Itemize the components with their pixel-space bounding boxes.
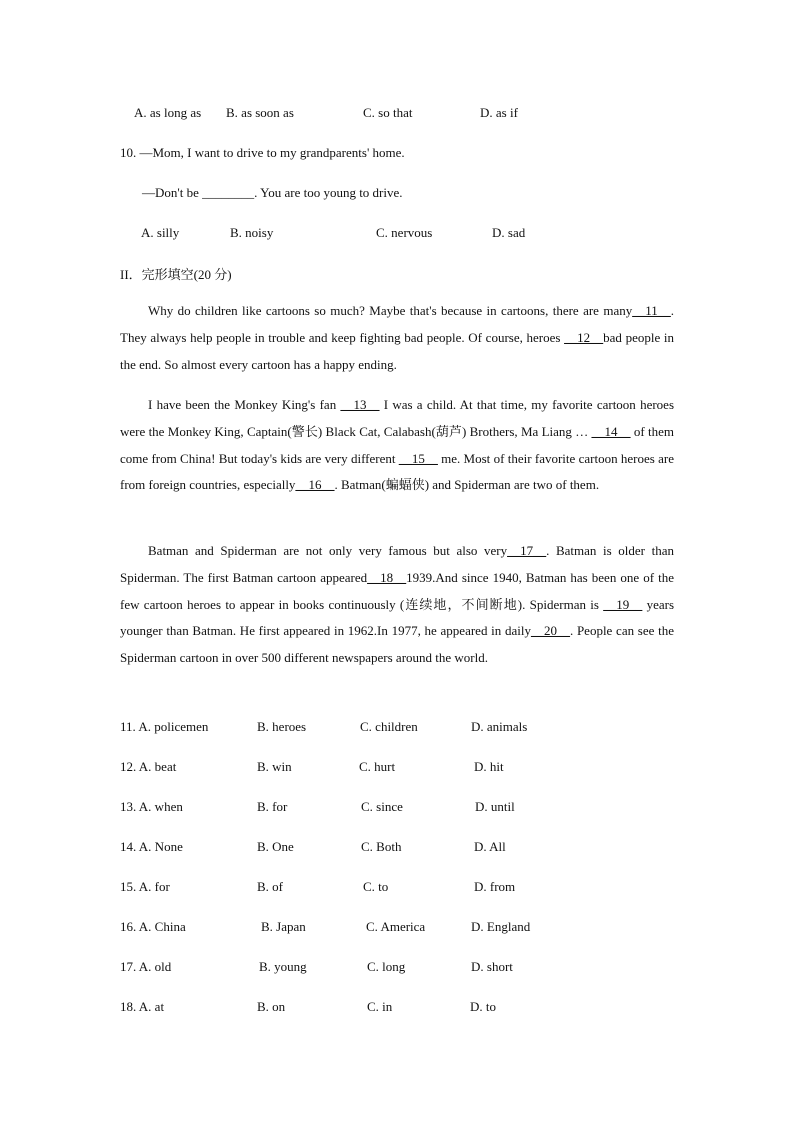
option-c: C. Both: [361, 839, 402, 854]
passage-paragraph-1: Why do children like cartoons so much? Maybe that's because in cartoons, there are many__11__. They always help people in trouble and keep fighting bad people. Of course, heroes __12__bad people in the end. So almost every cartoon has a happy ending.: [120, 303, 674, 372]
option-d: D. All: [474, 839, 506, 854]
q10-option-a: A. silly: [141, 225, 180, 240]
blank-17: __17__: [507, 543, 547, 558]
q10-option-c: C. nervous: [376, 225, 433, 240]
question-number-and-option-a: [120, 799, 183, 815]
q9-option-a: A. as long as: [134, 105, 202, 120]
option-d: D. England: [471, 919, 531, 934]
option-d: D. to: [470, 999, 496, 1014]
question-number-and-option-a: [120, 999, 164, 1015]
question-number: 16.: [120, 919, 137, 934]
option-d: D. until: [475, 799, 515, 814]
blank-12: __12__: [564, 329, 604, 345]
option-c: C. hurt: [359, 759, 396, 774]
option-b: B. on: [257, 999, 286, 1014]
question-number: 17.: [120, 959, 137, 974]
question-number-and-option-a: [120, 719, 208, 735]
option-d: D. hit: [474, 759, 504, 774]
passage-paragraph-2: I have been the Monkey King's fan __13__ I was a child. At that time, my favorite cartoon heroes were the Monkey King, Captain(警长) Black Cat, Calabash(葫芦) Brothers, Ma Liang … __14__ of them come from China! But today's kids are very different __15__ me. Most of their favorite cartoon heroes are from foreign countries, especially__16__. Batman(蝙蝠侠) and Spiderman are two of them.: [120, 397, 674, 493]
question-number-and-option-a: [120, 879, 170, 895]
question-number-and-option-a: [120, 839, 183, 855]
option-d: D. from: [474, 879, 516, 894]
question-number: 14.: [120, 839, 137, 854]
option-c: C. America: [366, 919, 426, 934]
blank-11: __11__: [632, 303, 671, 318]
option-b: B. heroes: [257, 719, 307, 734]
option-b: B. Japan: [261, 919, 306, 934]
option-a: A. None: [138, 839, 183, 854]
option-a: A. beat: [138, 759, 177, 774]
option-c: C. since: [361, 799, 403, 814]
question-number: 12.: [120, 759, 137, 774]
option-c: C. long: [367, 959, 406, 974]
option-c: C. to: [363, 879, 389, 894]
option-a: A. at: [138, 999, 165, 1014]
option-b: B. for: [257, 799, 288, 814]
blank-16: __16__: [295, 477, 335, 493]
option-c: C. in: [367, 999, 393, 1014]
q10-line-1: 10. —Mom, I want to drive to my grandparents' home.: [120, 145, 405, 160]
option-a: A. China: [138, 919, 186, 934]
option-a: A. when: [138, 799, 183, 814]
option-a: A. old: [138, 959, 172, 974]
question-number: 18.: [120, 999, 137, 1014]
option-a: A. for: [138, 879, 170, 894]
question-number: 11.: [120, 719, 136, 734]
blank-18: __18__: [367, 569, 407, 585]
question-number-and-option-a: [120, 959, 171, 975]
section-heading: II．完形填空(20 分): [120, 267, 232, 282]
option-b: B. of: [257, 879, 283, 894]
question-number-and-option-a: [120, 759, 176, 775]
option-b: B. young: [259, 959, 307, 974]
option-c: C. children: [360, 719, 418, 734]
blank-15: __15__: [398, 450, 438, 466]
option-d: D. short: [471, 959, 513, 974]
q9-option-c: C. so that: [363, 105, 413, 120]
passage-paragraph-3: Batman and Spiderman are not only very famous but also very__17__. Batman is older than Spiderman. The first Batman cartoon appeared__18__1939.And since 1940, Batman has been one of the few cartoon heroes to appear in books continuously (连续地，不间断地). Spiderman is __19__ years younger than Batman. He first appeared in 1962.In 1977, he appeared in daily__20__. People can see the Spiderman cartoon in over 500 different newspapers around the world.: [120, 543, 674, 666]
q9-option-b: B. as soon as: [226, 105, 294, 120]
question-number: 15.: [120, 879, 137, 894]
q10-option-b: B. noisy: [230, 225, 274, 240]
q9-option-d: D. as if: [480, 105, 518, 120]
option-a: A. policemen: [138, 719, 209, 734]
blank-14: __14__: [591, 423, 631, 439]
option-d: D. animals: [471, 719, 528, 734]
option-b: B. One: [257, 839, 294, 854]
blank-19: __19__: [603, 596, 643, 612]
question-number: 13.: [120, 799, 137, 814]
blank-20: __20__: [530, 623, 570, 639]
option-b: B. win: [257, 759, 292, 774]
question-number-and-option-a: [120, 919, 186, 935]
q10-line-2: —Don't be ________. You are too young to drive.: [142, 185, 403, 200]
blank-13: __13__: [340, 397, 380, 412]
q10-option-d: D. sad: [492, 225, 526, 240]
